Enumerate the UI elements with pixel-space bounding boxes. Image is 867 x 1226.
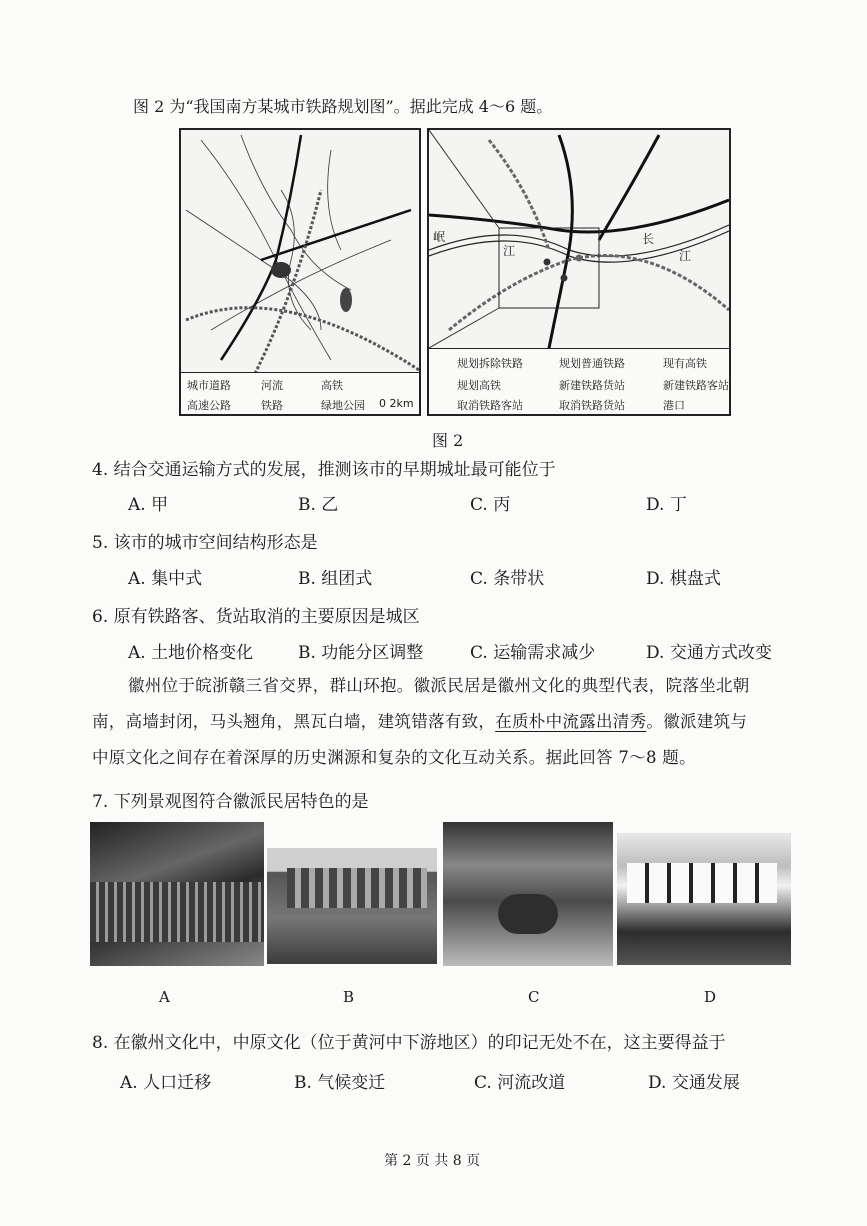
photo-c[interactable] [443,822,613,966]
photo-label: D [704,988,717,1006]
option[interactable]: B. 乙 [298,495,339,515]
photo-d[interactable] [617,833,791,965]
question-number: 5. [92,533,109,553]
legend-item: 取消铁路货站 [559,399,625,412]
question-number: 7. [92,792,109,812]
passage-segment: 南，高墙封闭，马头翘角，黑瓦白墙，建筑错落有致， [92,712,496,731]
question-text: 结合交通运输方式的发展，推测该市的早期城址最可能位于 [113,460,556,480]
photo-a[interactable] [90,822,264,966]
river-label: 江 [503,244,516,258]
scale-bar: 0 2km [379,397,414,410]
legend-item: 新建铁路货站 [559,379,625,392]
option[interactable]: B. 气候变迁 [294,1073,386,1093]
legend-item: 新建铁路客站 [663,379,729,392]
option[interactable]: D. 丁 [646,495,687,515]
legend-item: 现有高铁 [663,357,707,370]
river-label: 江 [679,249,692,263]
option[interactable]: B. 组团式 [298,569,373,589]
legend-item: 高速公路 [187,399,231,412]
option[interactable]: C. 运输需求减少 [470,643,596,663]
question-number: 6. [92,607,109,627]
map-left [179,128,421,416]
legend-item: 河流 [261,379,283,392]
photo-label: B [343,988,355,1006]
legend-item: 规划高铁 [457,379,501,392]
option[interactable]: D. 交通发展 [648,1073,740,1093]
option[interactable]: A. 集中式 [128,569,203,589]
intro-text: 图 2 为“我国南方某城市铁路规划图”。据此完成 4～6 题。 [133,97,553,116]
legend-item: 铁路 [261,399,283,412]
question-number: 4. [92,460,109,480]
legend-item: 城市道路 [187,379,231,392]
option[interactable]: A. 人口迁移 [120,1073,212,1093]
option[interactable]: C. 丙 [470,495,511,515]
question-4 [92,455,556,480]
question-6 [92,602,420,627]
legend-item: 规划普通铁路 [559,357,625,370]
passage-line: 徽州位于皖浙赣三省交界，群山环抱。徽派民居是徽州文化的典型代表，院落坐北朝 [128,676,750,695]
river-label: 长 [642,232,655,246]
underlined-phrase: 在质朴中流露出清秀 [495,712,647,731]
question-7 [92,787,369,812]
passage-segment: 。徽派建筑与 [646,712,748,731]
passage-line: 中原文化之间存在着深厚的历史渊源和复杂的文化互动关系。据此回答 7～8 题。 [92,748,696,767]
option[interactable]: C. 河流改道 [474,1073,566,1093]
question-text: 在徽州文化中，中原文化（位于黄河中下游地区）的印记无处不在，这主要得益于 [113,1033,726,1053]
question-5 [92,528,318,553]
legend-item: 绿地公园 [321,399,365,412]
map-left-legend [181,372,419,415]
legend-item: 规划拆除铁路 [457,357,523,370]
passage-line [92,708,747,732]
option[interactable]: B. 功能分区调整 [298,643,424,663]
legend-item: 取消铁路客站 [457,399,523,412]
photo-label: C [528,988,540,1006]
option[interactable]: C. 条带状 [470,569,545,589]
option[interactable]: D. 棋盘式 [646,569,721,589]
option[interactable]: A. 甲 [128,495,169,515]
question-text: 原有铁路客、货站取消的主要原因是城区 [113,607,420,627]
figure-caption: 图 2 [432,431,464,450]
question-number: 8. [92,1033,109,1053]
option[interactable]: D. 交通方式改变 [646,643,772,663]
question-text: 该市的城市空间结构形态是 [113,533,318,553]
map-right-legend [429,348,729,415]
page-footer: 第 2 页 共 8 页 [384,1153,481,1169]
map-right [427,128,731,416]
map-right-drawing [429,130,729,348]
option[interactable]: A. 土地价格变化 [128,643,254,663]
question-8 [92,1028,726,1053]
legend-item: 港口 [663,399,685,412]
river-label: 岷 [433,230,446,244]
photo-label: A [159,988,170,1006]
question-text: 下列景观图符合徽派民居特色的是 [113,792,369,812]
photo-b[interactable] [267,848,437,964]
legend-item: 高铁 [321,379,343,392]
